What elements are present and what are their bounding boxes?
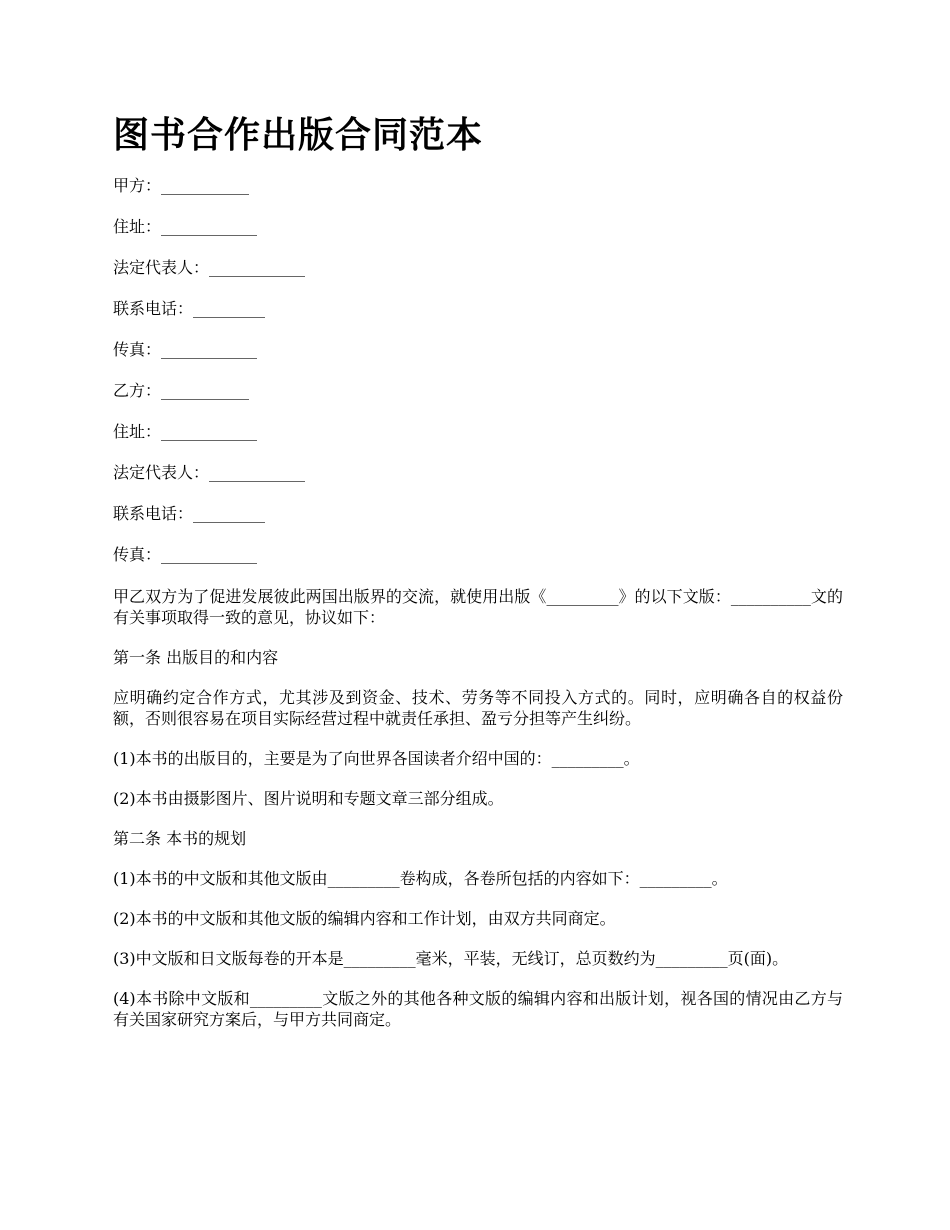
party-a-fax: 传真：____________ xyxy=(113,340,258,359)
article-2-item-1: (1)本书的中文版和其他文版由_________卷构成，各卷所包括的内容如下：_________。 xyxy=(113,869,728,888)
party-b-fax: 传真：____________ xyxy=(113,545,258,564)
party-b-legal-rep: 法定代表人：____________ xyxy=(113,463,306,482)
party-b-name: 乙方：___________ xyxy=(113,381,250,400)
party-a-phone: 联系电话：_________ xyxy=(113,299,266,318)
party-a-legal-rep: 法定代表人：____________ xyxy=(113,258,306,277)
article-2-item-4: (4)本书除中文版和_________文版之外的其他各种文版的编辑内容和出版计划，视各国的情况由乙方与有关国家研究方案后，与甲方共同商定。 xyxy=(113,989,843,1029)
party-b-phone: 联系电话：_________ xyxy=(113,504,266,523)
party-a-name: 甲方：___________ xyxy=(113,176,250,195)
article-2-item-2: (2)本书的中文版和其他文版的编辑内容和工作计划，由双方共同商定。 xyxy=(113,909,616,928)
article-1-heading: 第一条 出版目的和内容 xyxy=(113,648,279,667)
party-a-address: 住址：____________ xyxy=(113,217,258,236)
article-1-item-1: (1)本书的出版目的，主要是为了向世界各国读者介绍中国的：_________。 xyxy=(113,749,640,768)
article-2-item-3: (3)中文版和日文版每卷的开本是_________毫米，平装，无线订，总页数约为_________页(面)。 xyxy=(113,949,789,968)
article-2-heading: 第二条 本书的规划 xyxy=(113,829,247,848)
party-b-address: 住址：____________ xyxy=(113,422,258,441)
document-title: 图书合作出版合同范本 xyxy=(113,115,484,156)
article-1-item-2: (2)本书由摄影图片、图片说明和专题文章三部分组成。 xyxy=(113,789,504,808)
intro-paragraph: 甲乙双方为了促进发展彼此两国出版界的交流，就使用出版《_________》的以下文版：__________文的有关事项取得一致的意见，协议如下： xyxy=(113,587,843,627)
article-1-note: 应明确约定合作方式，尤其涉及到资金、技术、劳务等不同投入方式的。同时，应明确各自的权益份额，否则很容易在项目实际经营过程中就责任承担、盈亏分担等产生纠纷。 xyxy=(113,688,843,728)
contract-page xyxy=(113,112,843,1049)
